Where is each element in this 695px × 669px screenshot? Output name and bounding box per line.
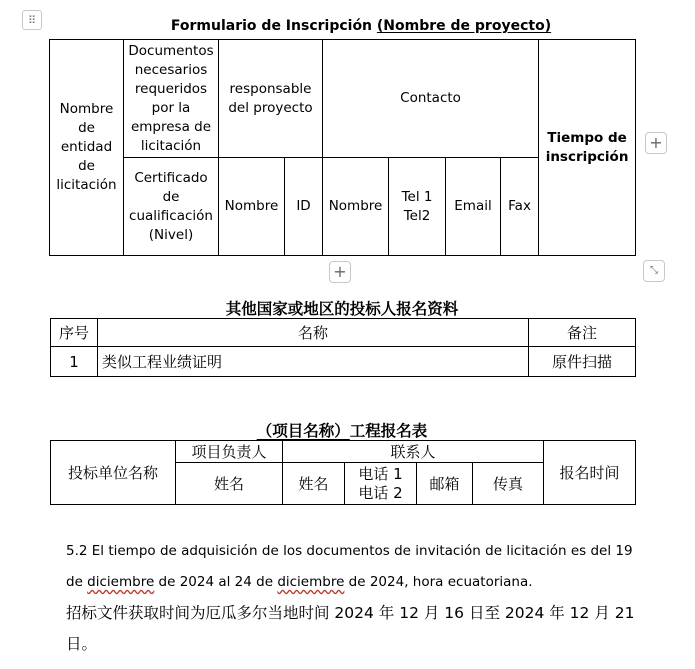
add-row-button[interactable]: + — [329, 261, 351, 283]
header-bidder-unit: 投标单位名称 — [51, 441, 176, 505]
subheader-fax: Fax — [501, 158, 539, 256]
subheader-fax-zh: 传真 — [473, 463, 544, 505]
subheader-email-zh: 邮箱 — [417, 463, 473, 505]
phone2-label: 电话 2 — [358, 483, 403, 502]
acquisition-time-paragraph-es — [66, 536, 686, 598]
subheader-responsible-name: Nombre — [219, 158, 285, 256]
row-note: 原件扫描 — [529, 347, 636, 377]
acquisition-time-paragraph-zh — [66, 598, 686, 660]
header-registration-time-zh: 报名时间 — [544, 441, 636, 505]
para-es-line2: de diciembre de 2024 al 24 de diciembre de 2024, hora ecuatoriana. — [66, 574, 533, 590]
row-serial: 1 — [51, 347, 98, 377]
subheader-email: Email — [446, 158, 501, 256]
form3-title: （项目名称）工程报名表 — [256, 422, 428, 440]
phone1-label: 电话 1 — [358, 464, 403, 483]
para-zh-line2: 日。 — [66, 635, 98, 653]
registration-form-table-zh — [50, 440, 636, 505]
header-name: 名称 — [98, 319, 529, 347]
header-entity-name: Nombre de entidad de licitación — [50, 40, 124, 256]
header-project-responsible: responsable del proyecto — [219, 40, 323, 158]
header-serial: 序号 — [51, 319, 98, 347]
header-project-leader: 项目负责人 — [176, 441, 283, 463]
subheader-contact-name: Nombre — [323, 158, 389, 256]
header-registration-time: Tiempo de inscripción — [539, 40, 636, 256]
tel2-label: Tel2 — [403, 207, 431, 224]
subheader-leader-name: 姓名 — [176, 463, 283, 505]
para-zh-line1: 招标文件获取时间为厄瓜多尔当地时间 2024 年 12 月 16 日至 2024 年 12 月 21 — [66, 604, 635, 622]
table-resize-handle[interactable]: ⤡ — [643, 260, 665, 282]
tel1-label: Tel 1 — [401, 188, 433, 205]
subheader-phone — [345, 463, 417, 505]
subheader-responsible-id: ID — [285, 158, 323, 256]
form2-title: 其他国家或地区的投标人报名资料 — [225, 300, 459, 318]
add-column-button[interactable]: + — [645, 132, 667, 154]
header-required-docs: Documentos necesarios requeridos por la empresa de licitación — [124, 40, 219, 158]
row-name: 类似工程业绩证明 — [98, 347, 529, 377]
form1-title: Formulario de Inscripción (Nombre de proyecto) — [170, 18, 552, 34]
foreign-bidder-table — [50, 318, 636, 377]
para-es-line1: 5.2 El tiempo de adquisición de los documentos de invitación de licitación es del 19 — [66, 543, 633, 559]
table-move-handle[interactable]: ⠿ — [22, 10, 42, 30]
subheader-tel — [389, 158, 446, 256]
header-contact: Contacto — [323, 40, 539, 158]
subheader-contact-name-zh: 姓名 — [283, 463, 345, 505]
registration-form-table-es — [49, 39, 636, 256]
header-note: 备注 — [529, 319, 636, 347]
subheader-certificate: Certificado de cualificación (Nivel) — [124, 158, 219, 256]
header-contact-person: 联系人 — [283, 441, 544, 463]
